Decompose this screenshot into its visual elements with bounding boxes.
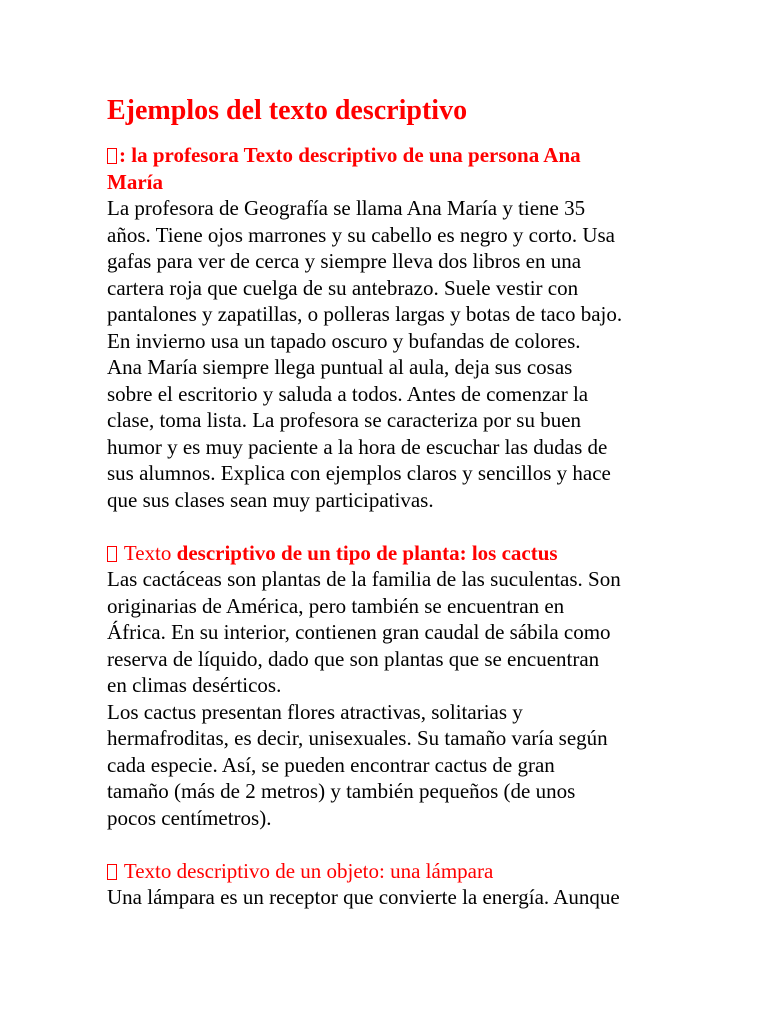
- missing-glyph-box-icon: [107, 148, 117, 164]
- paragraph-line: Ana María siempre llega puntual al aula, deja sus cosas: [107, 355, 573, 379]
- section-paragraph: [107, 566, 667, 831]
- section-heading-text: Texto: [119, 540, 177, 565]
- section-heading-bold-text: descriptivo de un tipo de planta: los cactus: [176, 540, 558, 565]
- section-heading: [107, 858, 667, 885]
- section-plant: [107, 540, 667, 832]
- paragraph-line: En invierno usa un tapado oscuro y bufandas de colores.: [107, 328, 581, 353]
- paragraph-line: reserva de líquido, dado que son plantas que se encuentran: [107, 646, 600, 671]
- section-spacer: [107, 513, 667, 540]
- section-heading-text-line2: María: [107, 169, 163, 194]
- paragraph-line: sobre el escritorio y saluda a todos. Antes de comenzar la: [107, 381, 589, 406]
- section-paragraph: [107, 884, 667, 911]
- paragraph-line: pantalones y zapatillas, o polleras largas y botas de taco bajo.: [107, 302, 623, 326]
- paragraph-line: gafas para ver de cerca y siempre lleva dos libros en una: [107, 249, 582, 273]
- paragraph-line: originarias de América, pero también se encuentran en: [107, 593, 565, 618]
- section-heading: [107, 142, 667, 195]
- paragraph-line: cartera roja que cuelga de su antebrazo. Suele vestir con: [107, 275, 579, 300]
- paragraph-line: tamaño (más de 2 metros) y también pequeños (de unos: [107, 779, 576, 803]
- missing-glyph-box-icon: [107, 864, 117, 880]
- paragraph-line: cada especie. Así, se pueden encontrar cactus de gran: [107, 752, 555, 777]
- paragraph-line: La profesora de Geografía se llama Ana María y tiene 35: [107, 196, 586, 220]
- paragraph-line: humor y es muy paciente a la hora de escuchar las dudas de: [107, 434, 608, 459]
- paragraph-line: Los cactus presentan flores atractivas, solitarias y: [107, 699, 523, 724]
- section-person: [107, 142, 667, 513]
- document-page: [107, 92, 667, 911]
- paragraph-line: que sus clases sean muy participativas.: [107, 487, 434, 512]
- paragraph-line: sus alumnos. Explica con ejemplos claros y sencillos y hace: [107, 461, 611, 485]
- section-object: [107, 858, 667, 911]
- document-title: Ejemplos del texto descriptivo: [107, 95, 468, 126]
- paragraph-line: clase, toma lista. La profesora se caracteriza por su buen: [107, 408, 582, 432]
- paragraph-line: pocos centímetros).: [107, 805, 272, 830]
- section-spacer: [107, 831, 667, 858]
- section-paragraph: [107, 195, 667, 513]
- paragraph-line: Una lámpara es un receptor que convierte la energía. Aunque: [107, 885, 620, 909]
- paragraph-line: Las cactáceas son plantas de la familia de las suculentas. Son: [107, 567, 621, 591]
- paragraph-line: en climas desérticos.: [107, 673, 282, 697]
- missing-glyph-box-icon: [107, 546, 117, 562]
- section-heading-text: : la profesora Texto descriptivo de una persona Ana: [119, 143, 581, 167]
- paragraph-line: hermafroditas, es decir, unisexuales. Su tamaño varía según: [107, 726, 608, 750]
- section-heading-text: Texto descriptivo de un objeto: una lámpara: [119, 858, 494, 883]
- paragraph-line: años. Tiene ojos marrones y su cabello es negro y corto. Usa: [107, 222, 615, 247]
- section-heading: [107, 540, 667, 567]
- paragraph-line: África. En su interior, contienen gran caudal de sábila como: [107, 620, 611, 644]
